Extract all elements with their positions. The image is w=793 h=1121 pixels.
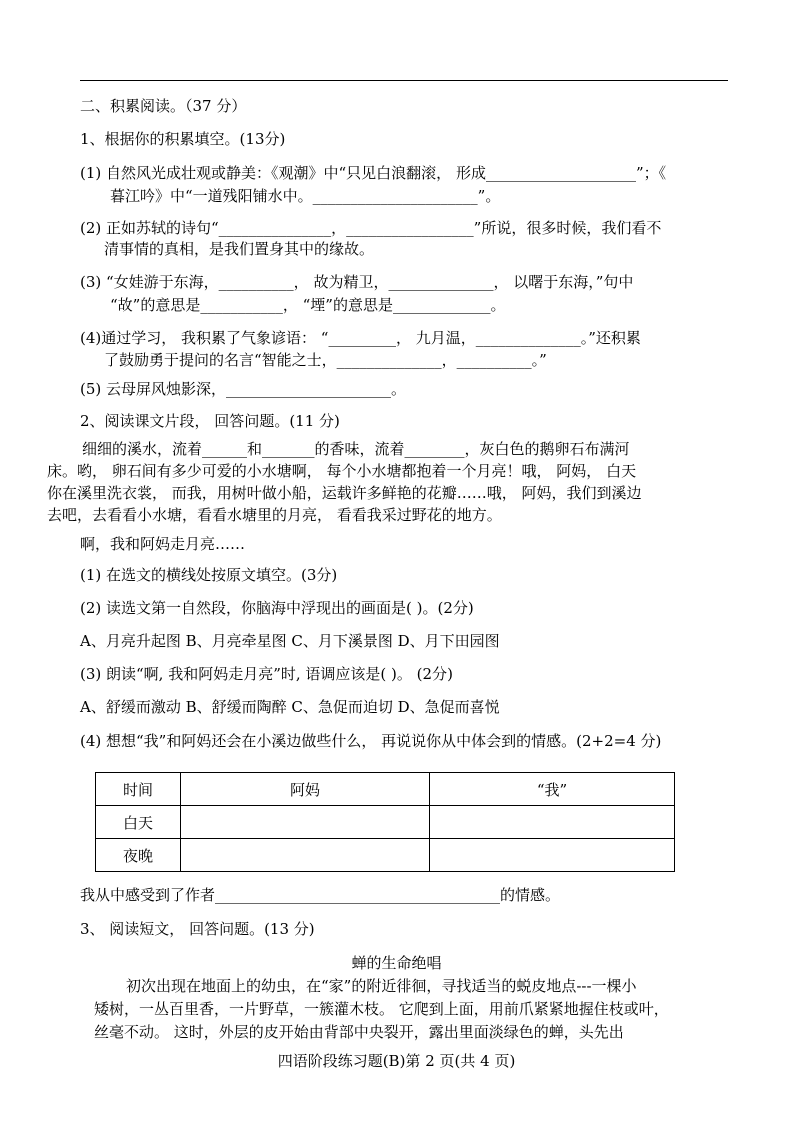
table-row <box>96 806 675 839</box>
section-heading: 二、积累阅读。（37 分） <box>80 97 247 115</box>
answer-table <box>95 772 675 872</box>
q1-line-4: 清事情的真相，是我们置身其中的缘故。 <box>104 240 375 258</box>
passage-title: 蝉的生命绝唱 <box>351 954 442 972</box>
q3-passage-line-1: 初次出现在地面上的幼虫，在“家”的附近徘徊，寻找适当的蜕皮地点---一棵小 <box>126 977 637 995</box>
page-footer: 四语阶段练习题(B)第 2 页(共 4 页) <box>277 1052 516 1070</box>
q1-line-3: (2) 正如苏轼的诗句“_______________，_________________”所说，很多时候，我们看不 <box>80 219 662 237</box>
q2-passage-line-1 <box>80 438 630 460</box>
q2-passage-line-3: 你在溪里洗衣裳， 而我，用树叶做小船，运载许多鲜艳的花瓣……哦， 阿妈，我们到溪边 <box>47 484 642 502</box>
q2-passage-text-1: 细细的溪水，流着______和_______的香味，流着________，灰白色的鹅卵石布满河 <box>82 440 630 458</box>
table-cell-answer[interactable] <box>181 806 430 839</box>
q2-passage-line-5: 啊，我和阿妈走月亮…… <box>80 535 246 553</box>
q1-line-2: 暮江吟》中“一道残阳铺水中。______________________”。 <box>110 187 501 205</box>
q2-question-1: (1) 在选文的横线处按原文填空。(3分) <box>80 566 338 584</box>
table-header-me: “我” <box>430 773 675 806</box>
table-header-mother: 阿妈 <box>181 773 430 806</box>
q2-question-3-options: A、舒缓而激动 B、舒缓而陶醉 C、急促而迫切 D、急促而喜悦 <box>80 698 500 716</box>
q2-question-4: (4) 想想“我”和阿妈还会在小溪边做些什么， 再说说你从中体会到的情感。(2+2=4 分) <box>80 732 662 750</box>
q1-line-7: (4)通过学习， 我积累了气象谚语： “_________， 九月温，______________。”还积累 <box>80 329 641 347</box>
question-2-title: 2、阅读课文片段， 回答问题。(11 分) <box>80 412 340 430</box>
q2-passage-line-4: 去吧，去看看小水塘，看看水塘里的月亮， 看看我采过野花的地方。 <box>47 506 502 524</box>
q1-line-6: “故”的意思是___________， “堙”的意思是_____________。 <box>110 296 506 314</box>
table-header-time: 时间 <box>96 773 181 806</box>
q1-line-1: (1) 自然风光成壮观或静美：《观潮》中“只见白浪翻滚， 形成____________________”；《 <box>80 164 667 182</box>
question-3-title: 3、 阅读短文， 回答问题。(13 分) <box>80 920 315 938</box>
table-row-label-daytime: 白天 <box>96 806 181 839</box>
q3-passage-line-3: 丝毫不动。 这时，外层的皮开始由背部中央裂开，露出里面淡绿色的蝉，头先出 <box>94 1023 624 1041</box>
table-cell-answer[interactable] <box>430 806 675 839</box>
table-header-row <box>96 773 675 806</box>
q2-question-2-options: A、月亮升起图 B、月亮牵星图 C、月下溪景图 D、月下田园图 <box>80 632 500 650</box>
q2-after-table: 我从中感受到了作者______________________________________的情感。 <box>80 886 561 904</box>
table-cell-answer[interactable] <box>430 839 675 872</box>
table-cell-answer[interactable] <box>181 839 430 872</box>
table-row <box>96 839 675 872</box>
q3-passage-line-2: 矮树，一丛百里香，一片野草，一簇灌木枝。 它爬到上面，用前爪紧紧地握住枝或叶， <box>94 1000 669 1018</box>
table-row-label-night: 夜晚 <box>96 839 181 872</box>
q2-question-2: (2) 读选文第一自然段，你脑海中浮现出的画面是( )。(2分) <box>80 599 474 617</box>
q2-question-3: (3) 朗读“啊, 我和阿妈走月亮”时, 语调应该是( )。 (2分) <box>80 665 453 683</box>
question-1-title: 1、根据你的积累填空。(13分) <box>80 130 286 148</box>
q2-passage-line-2: 床。哟， 卵石间有多少可爱的小水塘啊， 每个小水塘都抱着一个月亮！哦， 阿妈， 白天 <box>47 462 637 480</box>
q1-line-5: (3) “女娃游于东海，__________， 故为精卫，______________， 以曙于东海，”句中 <box>80 273 634 291</box>
header-rule <box>80 80 728 81</box>
q1-line-8: 了鼓励勇于提问的名言“智能之士，______________，__________。” <box>104 351 547 369</box>
q1-line-9: (5) 云母屏风烛影深，______________________。 <box>80 380 407 398</box>
